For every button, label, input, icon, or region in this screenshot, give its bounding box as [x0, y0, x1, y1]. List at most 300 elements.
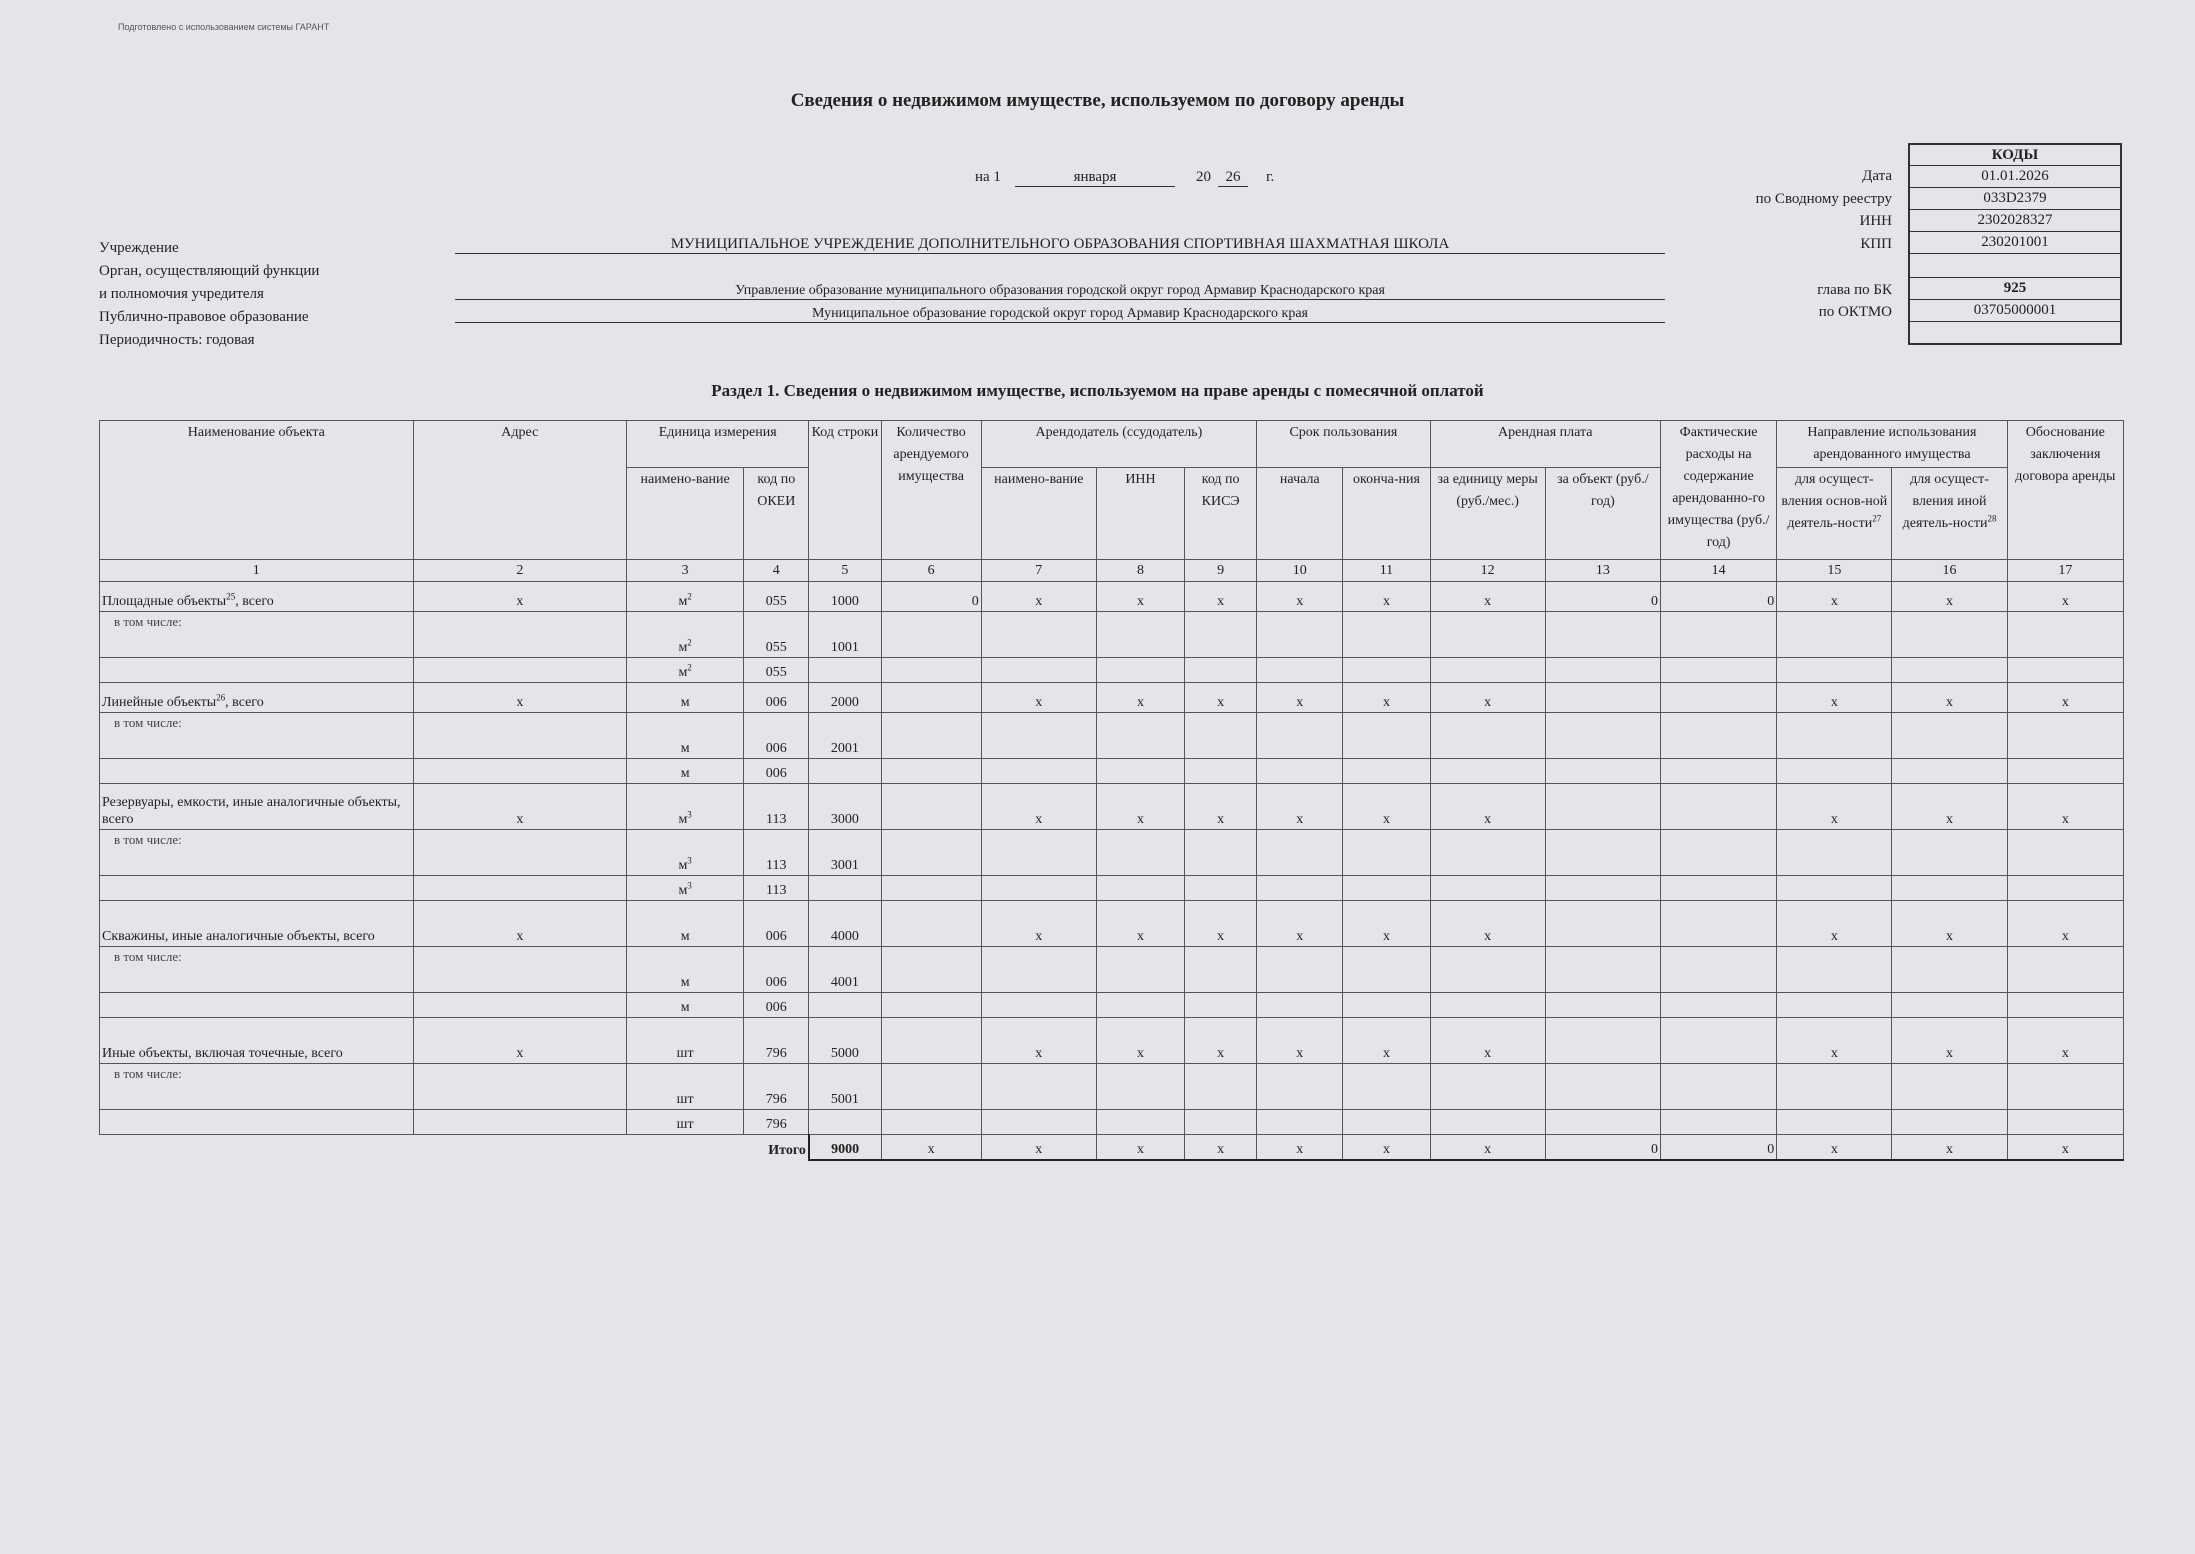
cell-col-4: 006 [744, 713, 809, 759]
cell-col-9 [1185, 713, 1257, 759]
cell-col-6: 0 [881, 582, 981, 612]
th-lessor-name: наимено-вание [981, 468, 1096, 560]
cell-col-16: x [1892, 901, 2007, 947]
total-cell: x [981, 1135, 1096, 1160]
cell-col-17 [2007, 947, 2123, 993]
cell-col-13 [1545, 830, 1660, 876]
cell-col-17: x [2007, 1018, 2123, 1064]
cell-col-2 [413, 713, 626, 759]
cell-col-4: 113 [744, 784, 809, 830]
date-month: января [1015, 169, 1175, 187]
column-number: 15 [1777, 560, 1892, 582]
cell-col-5 [809, 876, 881, 901]
total-cell: x [1257, 1135, 1343, 1160]
codes-label-kpp: КПП [1860, 236, 1892, 252]
cell-col-9: x [1185, 1018, 1257, 1064]
th-basis: Обоснование заключения договора аренды [2007, 421, 2123, 560]
cell-col-11 [1343, 1064, 1430, 1110]
cell-col-9 [1185, 876, 1257, 901]
cell-col-7: x [981, 1018, 1096, 1064]
column-number: 12 [1430, 560, 1545, 582]
row-name [100, 1110, 414, 1135]
codes-header: КОДЫ [1909, 144, 2121, 166]
cell-col-5 [809, 993, 881, 1018]
code-period [1909, 322, 2121, 345]
table-row [100, 830, 2124, 876]
label-organ-2: и полномочия учредителя [99, 286, 264, 302]
cell-col-17 [2007, 876, 2123, 901]
codes-label-inn: ИНН [1859, 213, 1892, 229]
cell-col-9: x [1185, 582, 1257, 612]
th-unit-name: наимено-вание [627, 468, 744, 560]
cell-col-16: x [1892, 1018, 2007, 1064]
prepared-note: Подготовлено с использованием системы ГАРАНТ [118, 22, 330, 32]
cell-col-7: x [981, 582, 1096, 612]
value-public: Муниципальное образование городской округ город Армавир Краснодарского края [455, 306, 1665, 323]
cell-col-13 [1545, 1110, 1660, 1135]
column-number: 14 [1660, 560, 1776, 582]
table-row [100, 876, 2124, 901]
cell-col-5: 3000 [809, 784, 881, 830]
cell-col-11 [1343, 713, 1430, 759]
cell-col-11: x [1343, 582, 1430, 612]
cell-col-13 [1545, 713, 1660, 759]
cell-col-8 [1096, 658, 1184, 683]
cell-col-8 [1096, 830, 1184, 876]
cell-col-6 [881, 683, 981, 713]
cell-col-14 [1660, 1110, 1776, 1135]
cell-col-3: шт [627, 1064, 744, 1110]
codes-labels [1600, 0, 1892, 330]
cell-col-5: 2001 [809, 713, 881, 759]
cell-col-6 [881, 947, 981, 993]
code-oktmo: 03705000001 [1909, 300, 2121, 322]
date-prefix: на 1 [975, 169, 1001, 185]
cell-col-9 [1185, 1110, 1257, 1135]
cell-col-12 [1430, 993, 1545, 1018]
cell-col-9 [1185, 993, 1257, 1018]
cell-col-8 [1096, 713, 1184, 759]
cell-col-15: x [1777, 582, 1892, 612]
cell-col-6 [881, 1064, 981, 1110]
cell-col-15: x [1777, 683, 1892, 713]
cell-col-14 [1660, 784, 1776, 830]
cell-col-15 [1777, 876, 1892, 901]
cell-col-11 [1343, 1110, 1430, 1135]
rent-table [99, 420, 2124, 1161]
cell-col-15: x [1777, 784, 1892, 830]
cell-col-8: x [1096, 683, 1184, 713]
cell-col-6 [881, 1018, 981, 1064]
date-year-prefix: 20 [1196, 169, 1211, 185]
cell-col-2: x [413, 683, 626, 713]
code-empty [1909, 254, 2121, 278]
cell-col-10 [1257, 612, 1343, 658]
total-cell: x [1777, 1135, 1892, 1160]
table-row [100, 1064, 2124, 1110]
table-row [100, 582, 2124, 612]
row-name: в том числе: [100, 830, 414, 876]
cell-col-14 [1660, 759, 1776, 784]
row-name [100, 876, 414, 901]
column-number: 13 [1545, 560, 1660, 582]
cell-col-10 [1257, 713, 1343, 759]
column-number: 7 [981, 560, 1096, 582]
cell-col-7 [981, 658, 1096, 683]
cell-col-12 [1430, 876, 1545, 901]
table-row [100, 612, 2124, 658]
cell-col-11 [1343, 993, 1430, 1018]
cell-col-11: x [1343, 901, 1430, 947]
cell-col-15 [1777, 658, 1892, 683]
cell-col-2: x [413, 784, 626, 830]
cell-col-15: x [1777, 901, 1892, 947]
cell-col-12: x [1430, 784, 1545, 830]
cell-col-13 [1545, 947, 1660, 993]
column-number: 8 [1096, 560, 1184, 582]
cell-col-15 [1777, 1110, 1892, 1135]
cell-col-8: x [1096, 901, 1184, 947]
total-cell: x [2007, 1135, 2123, 1160]
total-cell: 0 [1545, 1135, 1660, 1160]
cell-col-3: м [627, 683, 744, 713]
cell-col-7: x [981, 784, 1096, 830]
cell-col-14 [1660, 830, 1776, 876]
date-year: 26 [1218, 169, 1248, 187]
cell-col-16 [1892, 830, 2007, 876]
th-lessor-kise: код по КИСЭ [1185, 468, 1257, 560]
th-row-code: Код строки [809, 421, 881, 560]
cell-col-2: x [413, 582, 626, 612]
cell-col-4: 796 [744, 1018, 809, 1064]
cell-col-5: 4000 [809, 901, 881, 947]
cell-col-7: x [981, 901, 1096, 947]
column-number: 1 [100, 560, 414, 582]
row-name: в том числе: [100, 713, 414, 759]
cell-col-13 [1545, 683, 1660, 713]
cell-col-5 [809, 759, 881, 784]
th-term: Срок пользования [1257, 421, 1430, 468]
cell-col-2 [413, 658, 626, 683]
cell-col-14 [1660, 1064, 1776, 1110]
cell-col-14 [1660, 658, 1776, 683]
cell-col-3: м [627, 713, 744, 759]
cell-col-17 [2007, 713, 2123, 759]
cell-col-4: 055 [744, 582, 809, 612]
column-number: 10 [1257, 560, 1343, 582]
total-cell: x [1892, 1135, 2007, 1160]
cell-col-14 [1660, 901, 1776, 947]
label-period: Периодичность: годовая [99, 332, 255, 348]
cell-col-4: 006 [744, 947, 809, 993]
cell-col-5: 3001 [809, 830, 881, 876]
column-number: 5 [809, 560, 881, 582]
code-registry: 033D2379 [1909, 188, 2121, 210]
column-number: 4 [744, 560, 809, 582]
row-name: в том числе: [100, 1064, 414, 1110]
cell-col-3: $м^2$ [627, 658, 744, 683]
cell-col-17 [2007, 612, 2123, 658]
cell-col-4: 113 [744, 830, 809, 876]
cell-col-7: x [981, 683, 1096, 713]
cell-col-8 [1096, 1064, 1184, 1110]
cell-col-17: x [2007, 901, 2123, 947]
cell-col-4: 055 [744, 612, 809, 658]
cell-col-12: x [1430, 582, 1545, 612]
cell-col-9: x [1185, 683, 1257, 713]
total-cell: x [1430, 1135, 1545, 1160]
th-actual: Фактические расходы на содержание арендованно-го имущества (руб./год) [1660, 421, 1776, 560]
cell-col-3: шт [627, 1018, 744, 1064]
cell-col-13 [1545, 1064, 1660, 1110]
cell-col-4: 796 [744, 1064, 809, 1110]
cell-col-6 [881, 759, 981, 784]
th-dir-other: для осущест-вления иной деятель-ности$^{28}$ [1892, 468, 2007, 560]
cell-col-16 [1892, 658, 2007, 683]
cell-col-13 [1545, 759, 1660, 784]
total-cell: x [1096, 1135, 1184, 1160]
cell-col-12 [1430, 1110, 1545, 1135]
cell-col-2 [413, 612, 626, 658]
cell-col-8: x [1096, 1018, 1184, 1064]
cell-col-10 [1257, 947, 1343, 993]
cell-col-11 [1343, 612, 1430, 658]
cell-col-9 [1185, 1064, 1257, 1110]
codes-label-registry: по Сводному реестру [1755, 191, 1892, 207]
row-name: Линейные объекты$^{26}$, всего [100, 683, 414, 713]
cell-col-5: 5001 [809, 1064, 881, 1110]
cell-col-3: $м^2$ [627, 582, 744, 612]
cell-col-17 [2007, 1110, 2123, 1135]
table-row [100, 683, 2124, 713]
cell-col-11 [1343, 947, 1430, 993]
th-direction: Направление использования арендованного имущества [1777, 421, 2007, 468]
codes-box [1908, 143, 2122, 345]
table-row [100, 993, 2124, 1018]
cell-col-11: x [1343, 1018, 1430, 1064]
cell-col-9: x [1185, 784, 1257, 830]
th-address: Адрес [413, 421, 626, 560]
cell-col-4: 006 [744, 683, 809, 713]
cell-col-4: 006 [744, 759, 809, 784]
th-rent: Арендная плата [1430, 421, 1660, 468]
cell-col-2 [413, 759, 626, 784]
cell-col-12 [1430, 830, 1545, 876]
row-name: в том числе: [100, 947, 414, 993]
cell-col-13: 0 [1545, 582, 1660, 612]
column-number: 11 [1343, 560, 1430, 582]
cell-col-16 [1892, 1110, 2007, 1135]
value-institution: МУНИЦИПАЛЬНОЕ УЧРЕЖДЕНИЕ ДОПОЛНИТЕЛЬНОГО ОБРАЗОВАНИЯ СПОРТИВНАЯ ШАХМАТНАЯ ШКОЛА [455, 236, 1665, 254]
cell-col-7 [981, 947, 1096, 993]
cell-col-14 [1660, 876, 1776, 901]
codes-label-date: Дата [1862, 168, 1892, 184]
column-number: 6 [881, 560, 981, 582]
cell-col-10 [1257, 658, 1343, 683]
cell-col-7 [981, 759, 1096, 784]
cell-col-8 [1096, 876, 1184, 901]
cell-col-13 [1545, 1018, 1660, 1064]
cell-col-12 [1430, 658, 1545, 683]
cell-col-13 [1545, 901, 1660, 947]
cell-col-15 [1777, 612, 1892, 658]
total-row [100, 1135, 2124, 1160]
cell-col-12: x [1430, 901, 1545, 947]
th-term-start: начала [1257, 468, 1343, 560]
cell-col-13 [1545, 876, 1660, 901]
cell-col-17 [2007, 830, 2123, 876]
cell-col-16 [1892, 993, 2007, 1018]
cell-col-8: x [1096, 784, 1184, 830]
row-name [100, 759, 414, 784]
label-public: Публично-правовое образование [99, 309, 309, 325]
th-rent-unit: за единицу меры (руб./мес.) [1430, 468, 1545, 560]
cell-col-15 [1777, 759, 1892, 784]
cell-col-10 [1257, 876, 1343, 901]
table-row [100, 947, 2124, 993]
table-row [100, 784, 2124, 830]
cell-col-8 [1096, 947, 1184, 993]
cell-col-17 [2007, 759, 2123, 784]
cell-col-6 [881, 830, 981, 876]
cell-col-8 [1096, 759, 1184, 784]
th-term-end: оконча-ния [1343, 468, 1430, 560]
cell-col-6 [881, 1110, 981, 1135]
cell-col-14 [1660, 1018, 1776, 1064]
cell-col-3: м [627, 993, 744, 1018]
cell-col-3: м [627, 947, 744, 993]
cell-col-7 [981, 1064, 1096, 1110]
table-row [100, 759, 2124, 784]
cell-col-9 [1185, 612, 1257, 658]
cell-col-5 [809, 658, 881, 683]
page-title: Сведения о недвижимом имуществе, используемом по договору аренды [790, 90, 1405, 111]
cell-col-6 [881, 993, 981, 1018]
cell-col-3: $м^3$ [627, 876, 744, 901]
value-organ: Управление образование муниципального образования городской округ город Армавир Краснодарского края [455, 283, 1665, 300]
th-lessor-inn: ИНН [1096, 468, 1184, 560]
cell-col-2 [413, 993, 626, 1018]
cell-col-17 [2007, 993, 2123, 1018]
cell-col-6 [881, 713, 981, 759]
cell-col-4: 055 [744, 658, 809, 683]
code-inn: 2302028327 [1909, 210, 2121, 232]
cell-col-2 [413, 1064, 626, 1110]
cell-col-16 [1892, 612, 2007, 658]
row-name: Резервуары, емкости, иные аналогичные объекты, всего [100, 784, 414, 830]
cell-col-13 [1545, 784, 1660, 830]
cell-col-16 [1892, 876, 2007, 901]
cell-col-13 [1545, 658, 1660, 683]
cell-col-11: x [1343, 683, 1430, 713]
row-name: Площадные объекты$^{25}$, всего [100, 582, 414, 612]
row-name: в том числе: [100, 612, 414, 658]
codes-label-bk: глава по БК [1817, 282, 1892, 298]
cell-col-10 [1257, 1064, 1343, 1110]
cell-col-6 [881, 901, 981, 947]
cell-col-17: x [2007, 683, 2123, 713]
cell-col-11: x [1343, 784, 1430, 830]
cell-col-16: x [1892, 784, 2007, 830]
cell-col-11 [1343, 658, 1430, 683]
cell-col-3: м [627, 901, 744, 947]
cell-col-12 [1430, 1064, 1545, 1110]
section-title: Раздел 1. Сведения о недвижимом имуществе, используемом на праве аренды с помесячной оплатой [711, 381, 1484, 400]
column-number: 16 [1892, 560, 2007, 582]
cell-col-2 [413, 1110, 626, 1135]
cell-col-11 [1343, 759, 1430, 784]
code-date: 01.01.2026 [1909, 166, 2121, 188]
row-name: Скважины, иные аналогичные объекты, всего [100, 901, 414, 947]
cell-col-6 [881, 612, 981, 658]
cell-col-13 [1545, 993, 1660, 1018]
total-cell: 9000 [809, 1135, 881, 1160]
cell-col-12 [1430, 612, 1545, 658]
cell-col-7 [981, 993, 1096, 1018]
th-unit: Единица измерения [627, 421, 809, 468]
cell-col-10 [1257, 830, 1343, 876]
cell-col-3: м [627, 759, 744, 784]
cell-col-15 [1777, 947, 1892, 993]
cell-col-15 [1777, 993, 1892, 1018]
total-label: Итого [100, 1135, 809, 1160]
th-unit-code: код по ОКЕИ [744, 468, 809, 560]
cell-col-14 [1660, 683, 1776, 713]
th-lessor: Арендодатель (ссудодатель) [981, 421, 1257, 468]
total-cell: 0 [1660, 1135, 1776, 1160]
cell-col-3: $м^3$ [627, 784, 744, 830]
cell-col-2 [413, 947, 626, 993]
cell-col-15 [1777, 830, 1892, 876]
cell-col-3: $м^2$ [627, 612, 744, 658]
column-number: 2 [413, 560, 626, 582]
cell-col-6 [881, 876, 981, 901]
cell-col-16: x [1892, 582, 2007, 612]
total-cell: x [1185, 1135, 1257, 1160]
cell-col-8 [1096, 993, 1184, 1018]
cell-col-5 [809, 1110, 881, 1135]
th-rent-obj: за объект (руб./год) [1545, 468, 1660, 560]
column-number: 3 [627, 560, 744, 582]
th-qty: Количество арендуемого имущества [881, 421, 981, 560]
cell-col-14 [1660, 612, 1776, 658]
cell-col-14 [1660, 947, 1776, 993]
cell-col-9 [1185, 658, 1257, 683]
cell-col-2: x [413, 1018, 626, 1064]
cell-col-12 [1430, 947, 1545, 993]
cell-col-10: x [1257, 901, 1343, 947]
cell-col-10 [1257, 759, 1343, 784]
cell-col-14: 0 [1660, 582, 1776, 612]
cell-col-2 [413, 876, 626, 901]
label-organ-1: Орган, осуществляющий функции [99, 263, 320, 279]
cell-col-15: x [1777, 1018, 1892, 1064]
cell-col-2: x [413, 901, 626, 947]
column-number: 17 [2007, 560, 2123, 582]
cell-col-9 [1185, 759, 1257, 784]
cell-col-10: x [1257, 784, 1343, 830]
cell-col-10 [1257, 1110, 1343, 1135]
cell-col-7 [981, 612, 1096, 658]
cell-col-5: 5000 [809, 1018, 881, 1064]
row-name: Иные объекты, включая точечные, всего [100, 1018, 414, 1064]
cell-col-17: x [2007, 582, 2123, 612]
cell-col-12: x [1430, 1018, 1545, 1064]
total-cell: x [881, 1135, 981, 1160]
cell-col-7 [981, 1110, 1096, 1135]
table-row [100, 658, 2124, 683]
cell-col-15 [1777, 713, 1892, 759]
